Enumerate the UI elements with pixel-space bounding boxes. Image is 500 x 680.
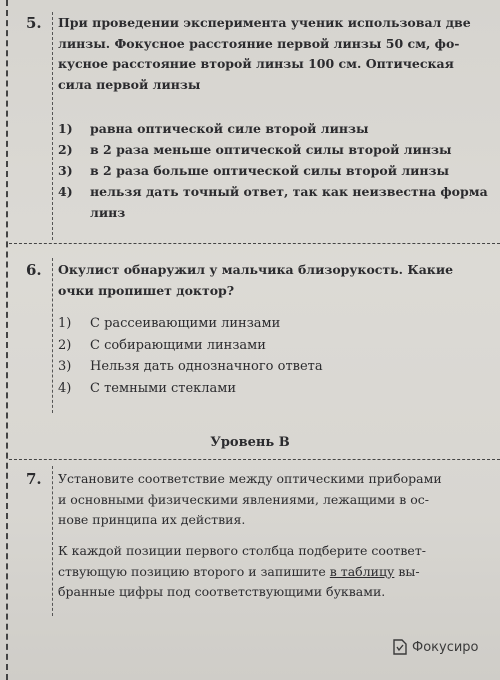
question-6-options [58, 313, 498, 399]
question-6-divider [52, 258, 53, 413]
option-number: 3) [58, 163, 73, 178]
question-5-option-4 [58, 181, 498, 202]
question-7-instructions [58, 541, 496, 603]
question-7-instr-line-1: К каждой позиции первого столбца подберите соответ- [58, 543, 426, 558]
option-text: С темными стеклами [90, 380, 237, 396]
option-number: 4) [58, 184, 73, 199]
question-7-text [58, 469, 496, 531]
question-5-line-4: сила первой линзы [58, 76, 201, 92]
level-heading: Уровень В [210, 435, 290, 450]
option-number: 1) [58, 121, 73, 136]
question-5-option-1 [58, 118, 498, 139]
question-5-option-2 [58, 139, 498, 160]
question-7-line-3: нове принципа их действия. [58, 512, 246, 527]
section-divider-2 [9, 459, 500, 460]
focus-badge-label: Фокусиро [412, 639, 479, 655]
question-6-option-4 [58, 378, 498, 400]
question-6-option-2 [58, 335, 498, 357]
question-7-instr-line-3: бранные цифры под соответствующими буквами. [58, 584, 386, 599]
question-7-divider [52, 466, 53, 616]
option-text: в 2 раза больше оптической силы второй линзы [90, 163, 450, 178]
question-5-options [58, 118, 498, 223]
question-5-line-1: При проведении эксперимента ученик использовал две [58, 15, 471, 30]
question-5-line-2: линзы. Фокусное расстояние первой линзы 50 см, фо- [58, 35, 460, 51]
option-text: С собирающими линзами [90, 337, 266, 353]
question-5-divider [52, 12, 53, 240]
option-text: С рассеивающими линзами [90, 316, 281, 331]
question-5-number: 5. [26, 14, 42, 32]
instr-text: ствующую позицию второго и запишите [58, 563, 326, 579]
option-number: 4) [58, 380, 72, 396]
question-5-option-3 [58, 160, 498, 181]
option-number: 3) [58, 359, 72, 374]
option-number: 2) [58, 337, 72, 353]
left-margin-line [6, 0, 8, 680]
option-text: нельзя дать точный ответ, так как неизвестна форма [90, 184, 488, 199]
question-6-line-2: очки пропишет доктор? [58, 282, 235, 298]
focus-badge[interactable] [392, 636, 500, 658]
option-text: равна оптической силе второй линзы [90, 121, 369, 136]
option-text: Нельзя дать однозначного ответа [90, 359, 323, 374]
option-text: в 2 раза меньше оптической силы второй линзы [90, 142, 452, 157]
document-icon [392, 639, 408, 655]
question-5-text [58, 13, 496, 95]
question-5-option-4-continuation [58, 202, 498, 223]
question-7-number: 7. [26, 470, 42, 488]
option-text-continuation: линз [90, 205, 126, 220]
question-7-line-1: Установите соответствие между оптическими приборами [58, 471, 442, 486]
question-6-option-3 [58, 356, 498, 378]
instr-text-end: вы- [398, 563, 420, 579]
question-7-line-2: и основными физическими явлениями, лежащими в ос- [58, 491, 429, 507]
option-number: 2) [58, 142, 73, 157]
question-6-text [58, 260, 496, 301]
question-7-instr-line-2 [58, 562, 496, 583]
question-6-number: 6. [26, 261, 42, 279]
question-5-line-3: кусное расстояние второй линзы 100 см. Оптическая [58, 56, 454, 71]
question-6-line-1: Окулист обнаружил у мальчика близорукость. Какие [58, 262, 454, 277]
option-number: 1) [58, 316, 72, 331]
instr-underlined: в таблицу [329, 563, 395, 579]
question-6-option-1 [58, 313, 498, 335]
section-divider-1 [9, 243, 500, 244]
